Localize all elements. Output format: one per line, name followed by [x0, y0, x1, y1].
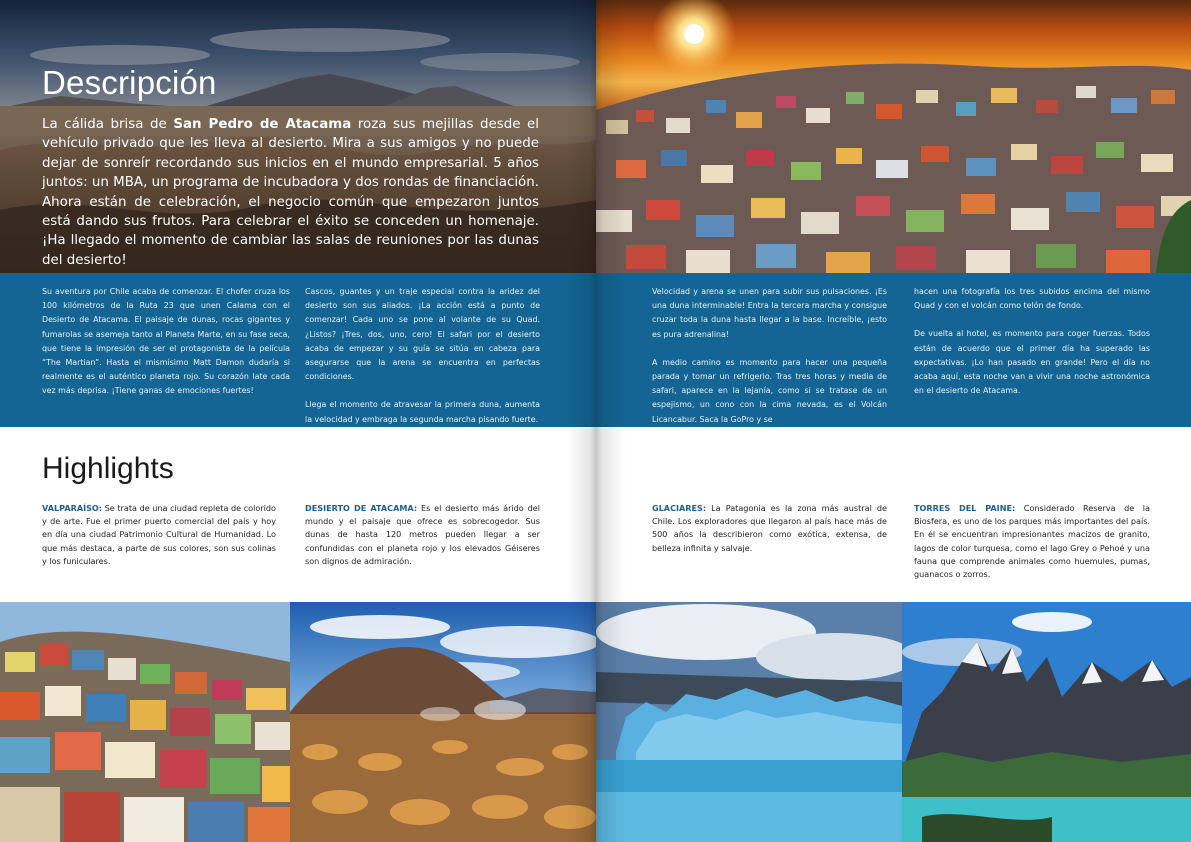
- photo-torres-del-paine: [902, 602, 1191, 842]
- story-column-2: [305, 285, 540, 427]
- description-body: [42, 115, 539, 270]
- description-title: Descripción: [42, 64, 217, 101]
- highlight-text: La Patagonia es la zona más austral de Chile. Los exploradores que llegaron al país hace más de 500 años la describieron como exótica, extensa, de belleza infinita y salvaje.: [652, 503, 887, 553]
- photo-valparaiso: [0, 602, 290, 842]
- torres-del-paine-illustration: [902, 602, 1191, 842]
- highlight-glaciares: [652, 502, 887, 555]
- story-column-3: [652, 285, 887, 427]
- story-col3-paragraph-2: A medio camino es momento para hacer una pequeña parada y tomar un refrigerio. Tras tres horas y media de safari, aparece en la lejanía, como si se tratase de un espejismo, un cono con la cima nevada, es el Volcán Licancabur. Saca la GoPro y se: [652, 357, 887, 424]
- description-bold-place: San Pedro de Atacama: [173, 117, 352, 132]
- highlight-torres-del-paine: [914, 502, 1150, 581]
- story-column-4: [914, 285, 1150, 398]
- city-sunset-illustration: [596, 0, 1191, 273]
- story-col3-paragraph-1: Velocidad y arena se unen para subir sus pulsaciones. ¡Es una duna interminable! Entra la tercera marcha y consigue cruzar toda la duna hasta llegar a la base. Increíble, ¡esto es pura adrenalina!: [652, 287, 887, 339]
- highlight-name: TORRES DEL PAINE:: [914, 503, 1016, 513]
- highlight-name: DESIERTO DE ATACAMA:: [305, 503, 418, 513]
- valparaiso-houses-illustration: [0, 602, 290, 842]
- story-col2-paragraph-2: Llega el momento de atravesar la primera duna, aumenta la velocidad y embraga la segunda marcha pisando fuerte.: [305, 400, 540, 424]
- atacama-geysers-illustration: [290, 602, 596, 842]
- description-intro-prefix: La cálida brisa de: [42, 117, 174, 132]
- story-column-1: [42, 285, 290, 399]
- story-col2-paragraph-1: Cascos, guantes y un traje especial contra la aridez del desierto son sus aliados. ¡La acción está a punto de comenzar! Cada uno se pone al volante de su Quad. ¿Listos? ¡Tres, dos, uno, cero! El safari por el desierto acaba de empezar y su guía se sitúa en cabeza para asegurarse que la arena se encuentra en perfectas condiciones.: [305, 287, 540, 382]
- story-col4-paragraph-2: De vuelta al hotel, es momento para coger fuerzas. Todos están de acuerdo que el primer día ha superado las expectativas. ¡Lo han pasado en grande! Pero el día no acaba aquí, esta noche van a vivir una noche astronómica en el desierto de Atacama.: [914, 329, 1150, 396]
- hero-city-sunset-photo: [596, 0, 1191, 273]
- highlight-name: GLACIARES:: [652, 503, 707, 513]
- description-intro-rest: roza sus mejillas desde el vehículo privado que les lleva al desierto. Mira a sus amigos y no puede dejar de sonreír recordando sus inicios en el mundo empresarial. 5 años juntos: un MBA, un programa de incubadora y dos rondas de financiación. Ahora están de celebración, el negocio común que empezaron juntos está dando sus frutos. Para celebrar el éxito se conceden un homenaje. ¡Ha llegado el momento de cambiar las salas de reuniones por las dunas del desierto!: [42, 117, 539, 268]
- highlight-valparaiso: [42, 502, 276, 568]
- photo-glaciares: [596, 602, 902, 842]
- story-col1-text: Su aventura por Chile acaba de comenzar. El chofer cruza los 100 kilómetros de la Ruta 23 que unen Calama con el Desierto de Atacama. El paisaje de dunas, rocas gigantes y fumarolas se asemeja tanto al Planeta Marte, en su fase seca, que tiene la impresión de ser el protagonista de la película “The Martian”. Hasta el mismísimo Matt Damon dudaría si realmente es el auténtico planeta rojo. Su corazón late cada vez más deprisa. ¡Tiene ganas de emociones fuertes!: [42, 287, 290, 396]
- highlight-atacama: [305, 502, 540, 568]
- highlight-text: Es el desierto más árido del mundo y el paisaje que ofrece es sobrecogedor. Sus dunas de hasta 120 metros pueden llegar a ser confundidas con el planeta rojo y los elevados Géiseres son dignos de admiración.: [305, 503, 540, 566]
- highlight-name: VALPARAÍSO:: [42, 503, 103, 513]
- highlights-title: Highlights: [42, 452, 174, 485]
- hero-desert-photo: [0, 0, 596, 273]
- story-col4-paragraph-1: hacen una fotografía los tres subidos encima del mismo Quad y con el volcán como telón de fondo.: [914, 287, 1150, 311]
- glacier-illustration: [596, 602, 902, 842]
- photo-atacama-desert: [290, 602, 596, 842]
- highlight-text: Se trata de una ciudad repleta de colorido y de arte. Fue el primer puerto comercial del país y hoy en día una ciudad Patrimonio Cultural de Humanidad. Lo que más destaca, a parte de sus colores, son sus colinas y los funiculares.: [42, 503, 276, 566]
- highlight-text: Considerado Reserva de la Biosfera, es uno de los parques más importantes del país. En él se encuentran impresionantes macizos de granito, lagos de color turquesa, como el lago Grey o Pehoé y una fauna que comprende animales como huemules, pumas, guanacos o zorros.: [914, 503, 1150, 580]
